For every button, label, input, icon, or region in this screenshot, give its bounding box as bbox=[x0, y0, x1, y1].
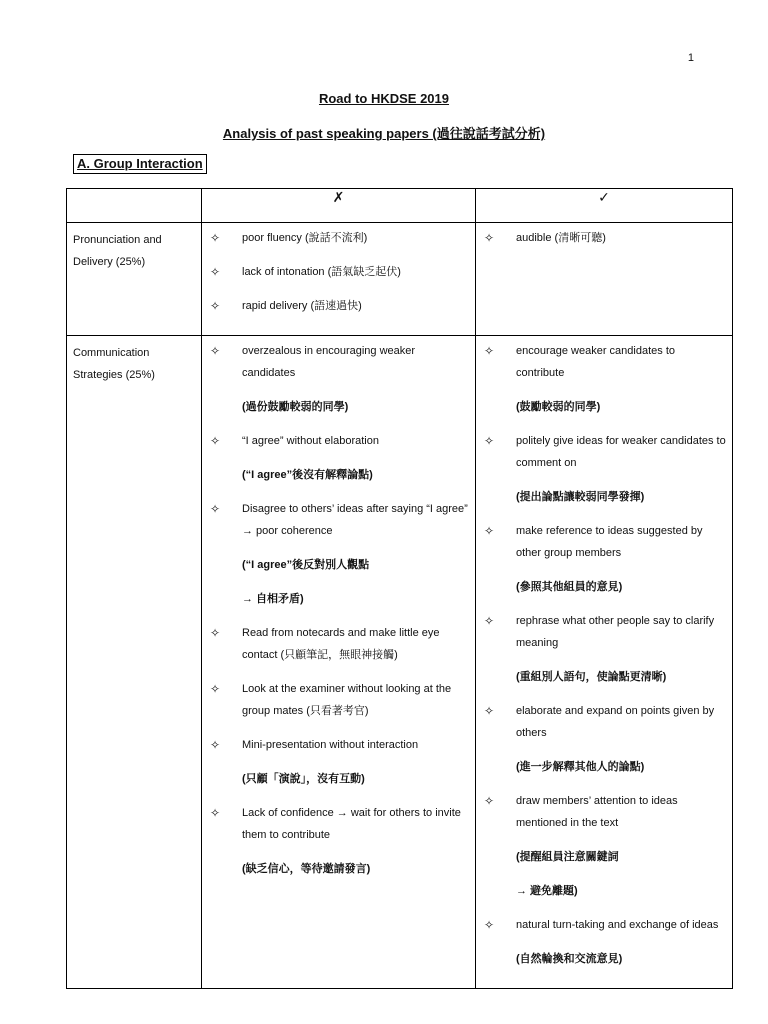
list-item bbox=[208, 622, 469, 678]
header-check-icon: ✓ bbox=[476, 189, 733, 223]
item-chinese-text: → 避免離題) bbox=[516, 885, 578, 897]
item-text: draw members’ attention to ideas mentioned in the text bbox=[516, 795, 678, 829]
diamond-bullet-icon: ✧ bbox=[210, 265, 221, 279]
item-chinese-text: (過份鼓勵較弱的同學) bbox=[242, 401, 349, 413]
list-item bbox=[482, 430, 726, 520]
list-item bbox=[208, 227, 469, 261]
category-cell bbox=[67, 223, 202, 336]
list-item bbox=[482, 914, 726, 982]
item-text: audible (清晰可聽) bbox=[516, 232, 606, 244]
item-chinese-text: (自然輪換和交流意見) bbox=[516, 953, 623, 965]
item-text: Disagree to others’ ideas after saying “I agree” → poor coherence bbox=[242, 503, 468, 537]
header-category-cell bbox=[67, 189, 202, 223]
item-chinese-text: (“I agree”後反對別人觀點 bbox=[242, 559, 370, 571]
diamond-bullet-icon: ✧ bbox=[210, 738, 221, 752]
table-row-pronunciation bbox=[67, 223, 733, 336]
item-chinese-text: (參照其他組員的意見) bbox=[516, 581, 623, 593]
good-points-cell bbox=[476, 223, 733, 336]
bad-points-cell bbox=[202, 336, 476, 989]
item-text: elaborate and expand on points given by others bbox=[516, 705, 715, 739]
diamond-bullet-icon: ✧ bbox=[484, 704, 495, 718]
item-chinese-text: (提出論點讓較弱同學發揮) bbox=[516, 491, 645, 503]
diamond-bullet-icon: ✧ bbox=[210, 806, 221, 820]
page-number: 1 bbox=[687, 52, 694, 64]
item-text: natural turn-taking and exchange of ideas bbox=[516, 919, 719, 931]
item-text: lack of intonation (語氣缺乏起伏) bbox=[242, 266, 401, 278]
diamond-bullet-icon: ✧ bbox=[484, 614, 495, 628]
item-text: encourage weaker candidates to contribute bbox=[516, 345, 675, 379]
diamond-bullet-icon: ✧ bbox=[484, 918, 495, 932]
table-row-communication bbox=[67, 336, 733, 989]
list-item bbox=[482, 227, 726, 261]
category-cell bbox=[67, 336, 202, 989]
diamond-bullet-icon: ✧ bbox=[484, 794, 495, 808]
list-item bbox=[208, 340, 469, 430]
list-item bbox=[482, 340, 726, 430]
document-subtitle: Analysis of past speaking papers (過往說話考試分析) bbox=[222, 126, 546, 141]
diamond-bullet-icon: ✧ bbox=[484, 434, 495, 448]
item-chinese-text: (重組別人語句，使論點更清晰) bbox=[516, 671, 667, 683]
item-text: poor fluency (說話不流利) bbox=[242, 232, 368, 244]
diamond-bullet-icon: ✧ bbox=[210, 344, 221, 358]
item-text: Lack of confidence → wait for others to invite them to contribute bbox=[242, 807, 461, 841]
diamond-bullet-icon: ✧ bbox=[210, 231, 221, 245]
item-text: Look at the examiner without looking at the group mates (只看著考官) bbox=[242, 683, 452, 717]
list-item bbox=[482, 790, 726, 914]
list-item bbox=[208, 734, 469, 802]
bad-points-cell bbox=[202, 223, 476, 336]
list-item bbox=[208, 678, 469, 734]
list-item bbox=[482, 610, 726, 700]
diamond-bullet-icon: ✧ bbox=[484, 524, 495, 538]
list-item bbox=[482, 700, 726, 790]
list-item bbox=[208, 802, 469, 892]
item-text: rephrase what other people say to clarify meaning bbox=[516, 615, 715, 649]
diamond-bullet-icon: ✧ bbox=[210, 502, 221, 516]
diamond-bullet-icon: ✧ bbox=[210, 434, 221, 448]
item-text: “I agree” without elaboration bbox=[242, 435, 379, 447]
item-text: make reference to ideas suggested by other group members bbox=[516, 525, 703, 559]
good-points-cell bbox=[476, 336, 733, 989]
analysis-table bbox=[66, 188, 733, 989]
item-chinese-text: (進一步解釋其他人的論點) bbox=[516, 761, 645, 773]
item-chinese-text: → 自相矛盾) bbox=[242, 593, 304, 605]
table-header-row bbox=[67, 189, 733, 223]
item-chinese-text: (只顧「演說」，沒有互動) bbox=[242, 773, 365, 785]
diamond-bullet-icon: ✧ bbox=[210, 626, 221, 640]
category-label: Communication Strategies (25%) bbox=[73, 347, 155, 381]
header-cross-icon: ✗ bbox=[202, 189, 476, 223]
document-title: Road to HKDSE 2019 bbox=[318, 91, 450, 106]
list-item bbox=[208, 430, 469, 498]
diamond-bullet-icon: ✧ bbox=[484, 344, 495, 358]
diamond-bullet-icon: ✧ bbox=[484, 231, 495, 245]
item-text: rapid delivery (語速過快) bbox=[242, 300, 362, 312]
item-text: Mini-presentation without interaction bbox=[242, 739, 419, 751]
list-item bbox=[482, 520, 726, 610]
item-text: politely give ideas for weaker candidates to comment on bbox=[516, 435, 726, 469]
item-text: Read from notecards and make little eye contact (只顧筆記，無眼神接觸) bbox=[242, 627, 440, 661]
diamond-bullet-icon: ✧ bbox=[210, 299, 221, 313]
item-chinese-text: (鼓勵較弱的同學) bbox=[516, 401, 601, 413]
list-item bbox=[208, 261, 469, 295]
category-label: Pronunciation and Delivery (25%) bbox=[73, 234, 162, 268]
list-item bbox=[208, 295, 469, 329]
item-text: overzealous in encouraging weaker candidates bbox=[242, 345, 416, 379]
item-chinese-text: (提醒組員注意關鍵詞 bbox=[516, 851, 619, 863]
item-chinese-text: (“I agree”後沒有解釋論點) bbox=[242, 469, 373, 481]
section-heading: A. Group Interaction bbox=[73, 154, 207, 174]
item-chinese-text: (缺乏信心，等待邀請發言) bbox=[242, 863, 371, 875]
diamond-bullet-icon: ✧ bbox=[210, 682, 221, 696]
list-item bbox=[208, 498, 469, 622]
